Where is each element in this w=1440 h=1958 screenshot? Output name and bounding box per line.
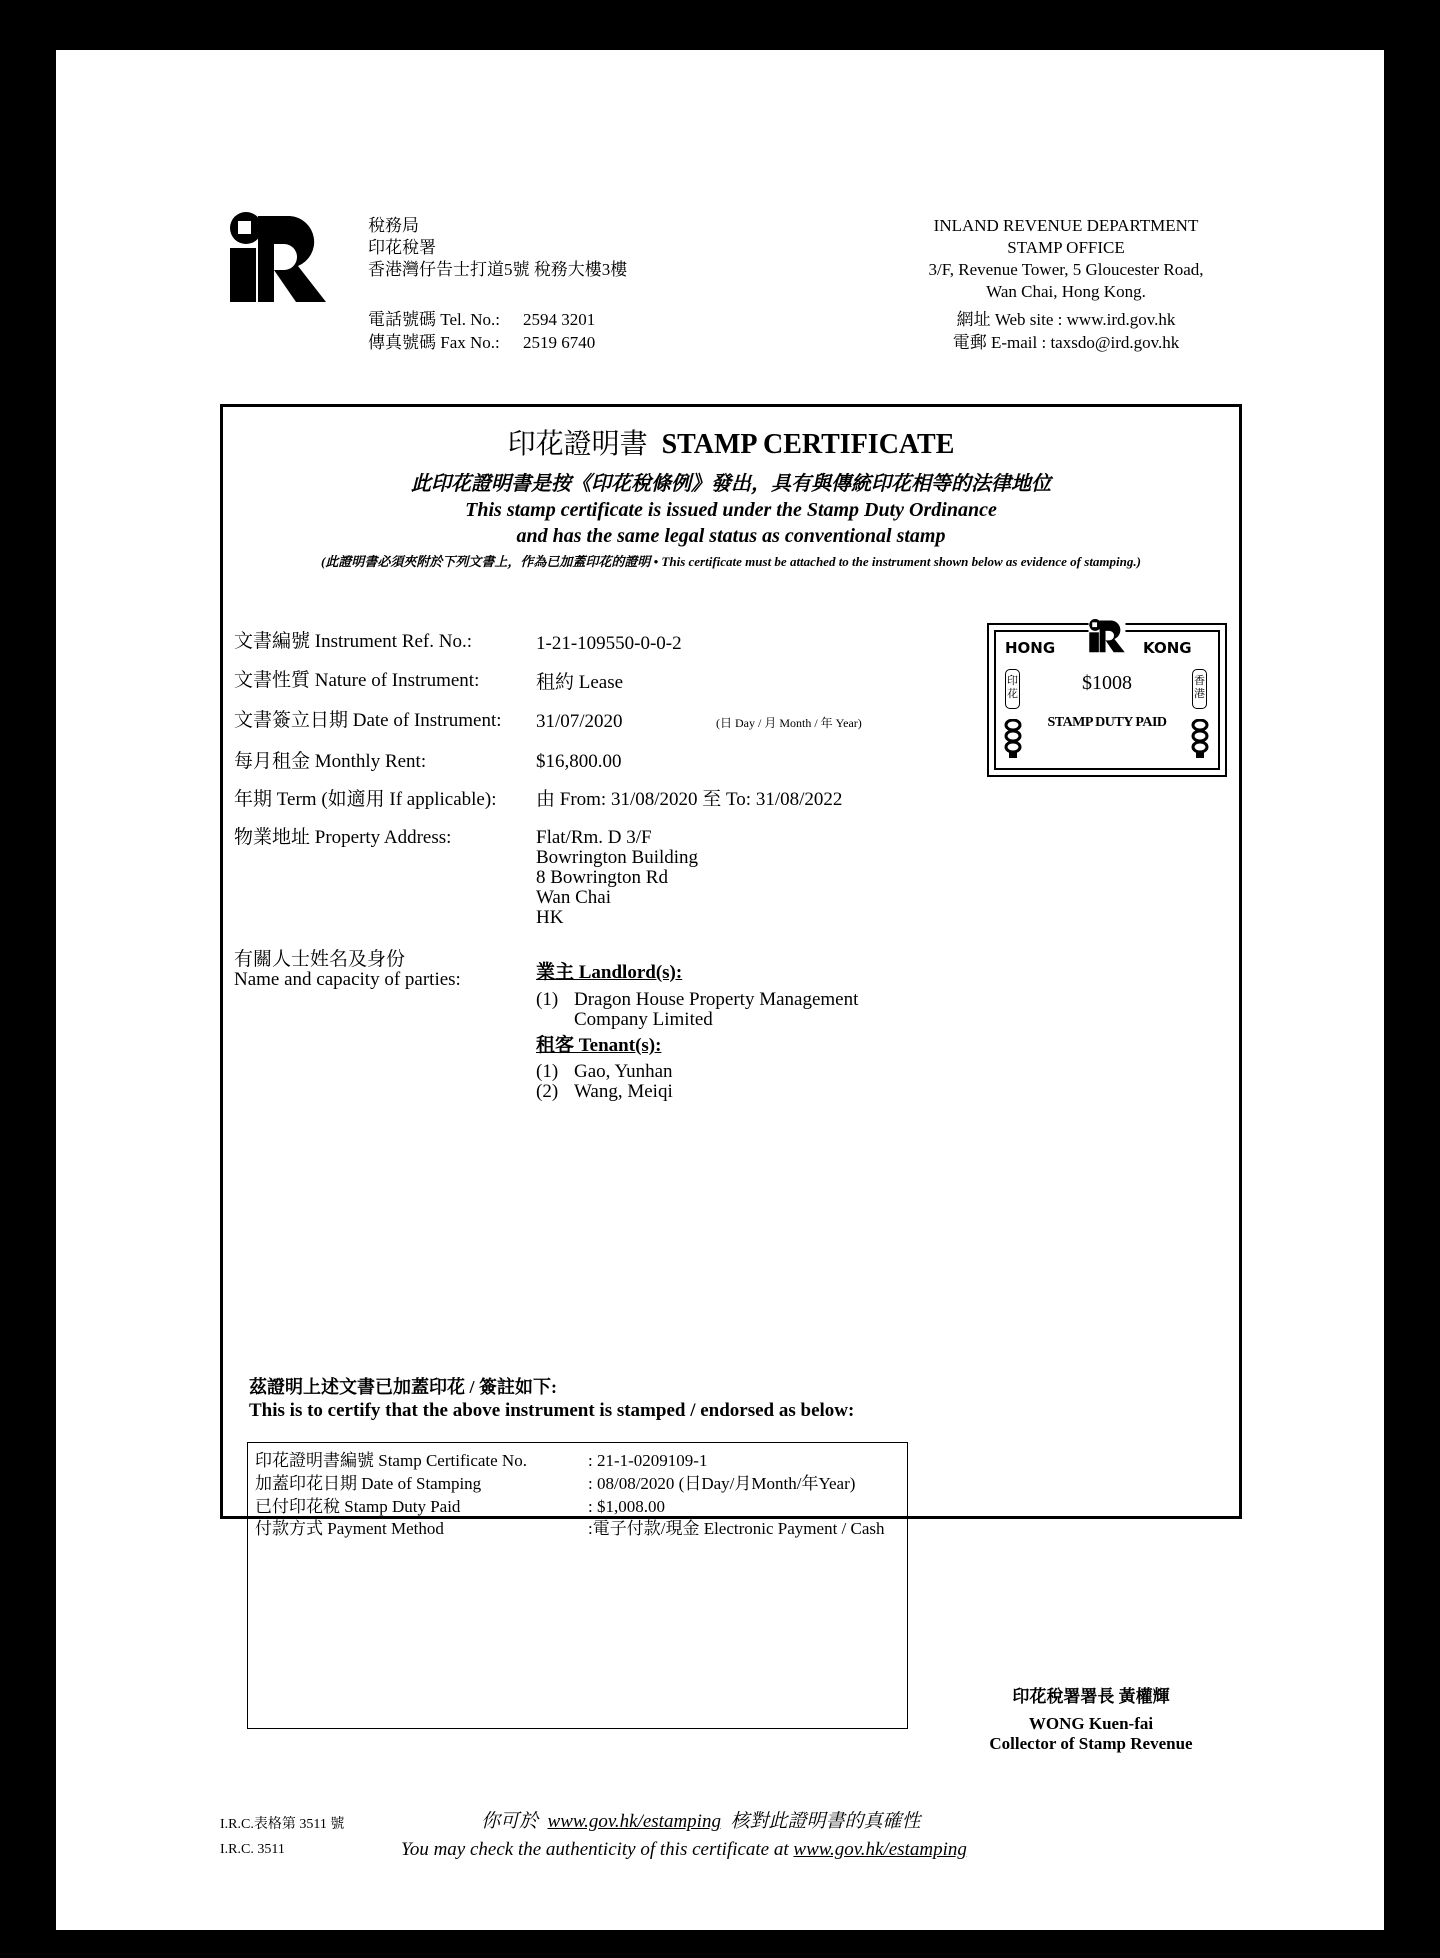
- tenant-index: (1): [536, 1061, 559, 1082]
- address-line-3: 8 Bowrington Rd: [536, 867, 668, 888]
- duty-paid-label: 已付印花稅 Stamp Duty Paid: [255, 1497, 461, 1516]
- address-line-4: Wan Chai: [536, 887, 611, 908]
- payment-method-value: :電子付款/現金 Electronic Payment / Cash: [588, 1519, 885, 1538]
- fax-label: 傳真號碼 Fax No.:: [368, 333, 500, 352]
- tenant-name: Gao, Yunhan: [574, 1061, 673, 1082]
- email: 電郵 E-mail : taxsdo@ird.gov.hk: [952, 333, 1180, 352]
- verify-en: You may check the authenticity of this certificate at www.gov.hk/estamping: [401, 1839, 967, 1860]
- fax-value: 2519 6740: [523, 333, 596, 352]
- verify-link-cn[interactable]: www.gov.hk/estamping: [547, 1811, 721, 1832]
- duty-paid-value: : $1,008.00: [588, 1497, 665, 1516]
- dept-en-line1: INLAND REVENUE DEPARTMENT: [933, 216, 1199, 235]
- stamping-date-label: 加蓋印花日期 Date of Stamping: [255, 1474, 482, 1493]
- nature-value: 租約 Lease: [536, 672, 624, 693]
- certify-en: This is to certify that the above instrument is stamped / endorsed as below:: [249, 1400, 855, 1421]
- stamp-cert-no-label: 印花證明書編號 Stamp Certificate No.: [255, 1451, 527, 1470]
- document-page: [56, 50, 1384, 1930]
- rent-label: 每月租金 Monthly Rent:: [234, 751, 427, 772]
- rent-value: $16,800.00: [536, 751, 622, 772]
- attach-note: (此證明書必須夾附於下列文書上，作為已加蓋印花的證明 • This certificate must be attached to the instrument shown below as evidence of stamping.): [321, 554, 1141, 569]
- subtitle-en2: and has the same legal status as conventional stamp: [516, 525, 946, 547]
- stamp-right-chars: 香港: [1192, 669, 1207, 709]
- tenant-heading: 租客 Tenant(s):: [536, 1035, 662, 1056]
- landlord-name-line2: Company Limited: [574, 1009, 713, 1030]
- parties-label-cn: 有關人士姓名及身份: [234, 949, 406, 970]
- address-label: 物業地址 Property Address:: [234, 827, 452, 848]
- form-number-en: I.R.C. 3511: [220, 1842, 285, 1857]
- tel-label: 電話號碼 Tel. No.:: [368, 310, 500, 329]
- dept-cn-line1: 稅務局: [368, 216, 419, 235]
- address-line-5: HK: [536, 907, 564, 928]
- stamp-duty-paid-seal: [987, 623, 1227, 777]
- date-value: 31/07/2020: [536, 711, 623, 732]
- stamp-cert-no-value: : 21-1-0209109-1: [588, 1451, 708, 1470]
- stamp-kong-text: KONG: [1143, 639, 1192, 657]
- address-line-2: Bowrington Building: [536, 847, 699, 868]
- parties-label-en: Name and capacity of parties:: [234, 969, 461, 990]
- website: 網址 Web site : www.ird.gov.hk: [956, 310, 1176, 329]
- date-label: 文書簽立日期 Date of Instrument:: [234, 710, 502, 731]
- form-number-cn: I.R.C.表格第 3511 號: [220, 1817, 345, 1832]
- subtitle-cn: 此印花證明書是按《印花稅條例》發出，具有與傳統印花相等的法律地位: [411, 473, 1051, 495]
- collector-cn: 印花稅署署長 黃權輝: [1012, 1687, 1170, 1706]
- dept-cn-address: 香港灣仔告士打道5號 稅務大樓3樓: [368, 260, 628, 279]
- dept-en-address1: 3/F, Revenue Tower, 5 Gloucester Road,: [928, 260, 1204, 279]
- tenant-index: (2): [536, 1081, 559, 1102]
- stamp-ird-logo-icon: [1086, 619, 1128, 653]
- dept-en-line2: STAMP OFFICE: [1007, 238, 1125, 257]
- collector-title: Collector of Stamp Revenue: [989, 1734, 1193, 1753]
- landlord-index: (1): [536, 989, 559, 1010]
- stamp-paid-text: STAMP DUTY PAID: [1047, 715, 1167, 730]
- verify-link-en[interactable]: www.gov.hk/estamping: [793, 1839, 967, 1860]
- certificate-title: 印花證明書 STAMP CERTIFICATE: [507, 429, 955, 460]
- date-format-hint: (日 Day / 月 Month / 年 Year): [716, 716, 862, 730]
- landlord-heading: 業主 Landlord(s):: [536, 962, 683, 983]
- subtitle-en1: This stamp certificate is issued under the Stamp Duty Ordinance: [465, 499, 997, 521]
- ref-value: 1-21-109550-0-0-2: [536, 633, 682, 654]
- tel-value: 2594 3201: [523, 310, 596, 329]
- tenant-name: Wang, Meiqi: [574, 1081, 673, 1102]
- term-value: 由 From: 31/08/2020 至 To: 31/08/2022: [536, 789, 843, 810]
- collector-name: WONG Kuen-fai: [1028, 1714, 1154, 1733]
- dept-cn-line2: 印花稅署: [368, 238, 436, 257]
- dept-en-address2: Wan Chai, Hong Kong.: [986, 282, 1146, 301]
- ref-label: 文書編號 Instrument Ref. No.:: [234, 631, 473, 652]
- landlord-name-line1: Dragon House Property Management: [574, 989, 859, 1010]
- verify-cn: 你可於 www.gov.hk/estamping 核對此證明書的真確性: [481, 1811, 921, 1832]
- stamping-date-value: : 08/08/2020 (日Day/月Month/年Year): [588, 1474, 856, 1493]
- payment-method-label: 付款方式 Payment Method: [255, 1519, 444, 1538]
- nature-label: 文書性質 Nature of Instrument:: [234, 670, 480, 691]
- stamp-hong-text: HONG: [1005, 639, 1056, 657]
- ird-logo-icon: [228, 212, 328, 304]
- address-line-1: Flat/Rm. D 3/F: [536, 827, 652, 848]
- stamp-left-chars: 印花: [1005, 669, 1020, 709]
- term-label: 年期 Term (如適用 If applicable):: [234, 789, 497, 810]
- stamp-amount: $1008: [1082, 672, 1132, 694]
- certify-cn: 茲證明上述文書已加蓋印花 / 簽註如下:: [249, 1377, 557, 1397]
